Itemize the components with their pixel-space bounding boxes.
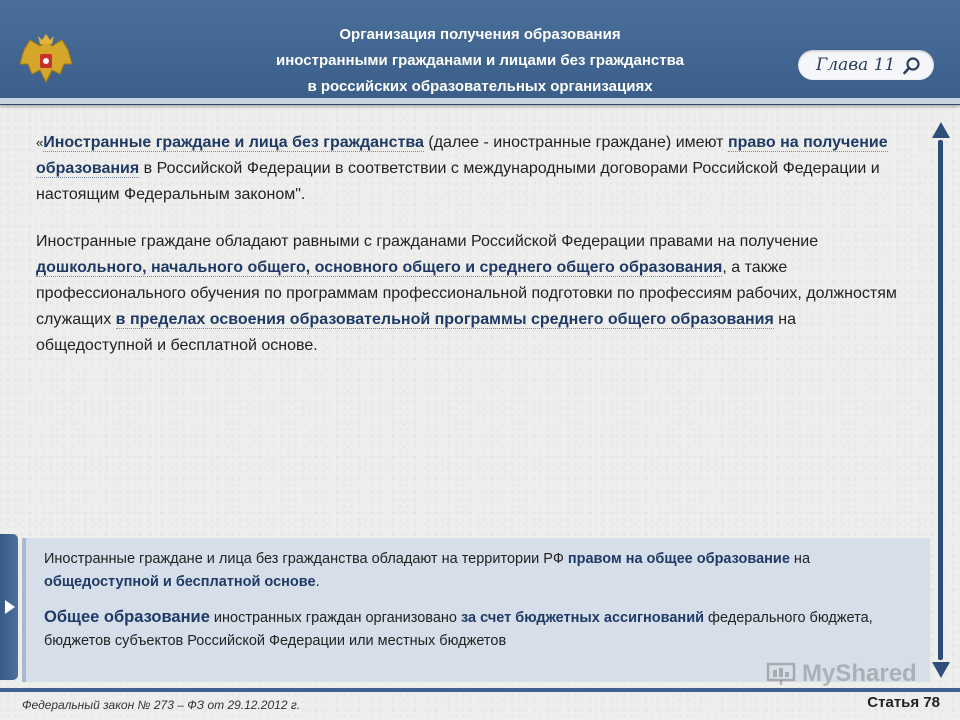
chapter-search-button[interactable] bbox=[798, 50, 934, 80]
main-text: , а также профессионального обучения по программам профессиональной подготовки по профессиям рабочих, должностям служащих bbox=[36, 259, 897, 328]
scroll-down-arrow-icon[interactable] bbox=[932, 662, 950, 678]
highlight-program-limits: в пределах освоения образовательной программы среднего общего образования bbox=[115, 310, 774, 328]
footer-divider bbox=[0, 688, 960, 692]
side-panel-toggle[interactable] bbox=[0, 534, 18, 680]
highlight-education-levels: дошкольного, начального общего, основного общего и среднего общего образования bbox=[36, 259, 723, 277]
highlight-right-to-education: право на получение образования bbox=[36, 134, 888, 177]
search-icon[interactable] bbox=[902, 56, 922, 76]
title-line-3: в российских образовательных организациях bbox=[307, 78, 653, 95]
scroll-track[interactable] bbox=[938, 140, 943, 660]
panel-paragraph-1 bbox=[44, 548, 884, 594]
main-content bbox=[36, 130, 906, 358]
panel-highlight-general-education: Общее образование bbox=[44, 608, 210, 626]
play-arrow-icon bbox=[5, 600, 15, 614]
main-paragraph-2 bbox=[36, 229, 906, 358]
presentation-board-icon bbox=[766, 662, 796, 686]
panel-paragraph-2 bbox=[44, 606, 884, 653]
footer-article-number: Статья 78 bbox=[867, 694, 940, 711]
panel-text: иностранных граждан организовано bbox=[209, 610, 462, 626]
title-line-1: Организация получения образования bbox=[339, 26, 621, 43]
scrollbar[interactable] bbox=[930, 122, 952, 682]
chapter-label: Глава 11 bbox=[816, 55, 896, 75]
quote-mark: « bbox=[36, 135, 44, 150]
panel-highlight-right: правом на общее образование bbox=[567, 551, 790, 567]
title-line-2: иностранными гражданами и лицами без гражданства bbox=[276, 52, 684, 69]
highlight-foreign-citizens: Иностранные граждане и лица без гражданства bbox=[43, 134, 424, 151]
panel-text: Иностранные граждане и лица без гражданства обладают на территории РФ bbox=[44, 551, 568, 567]
panel-highlight-free-basis: общедоступной и бесплатной основе bbox=[44, 574, 316, 590]
russian-coat-of-arms-icon bbox=[16, 30, 76, 90]
page-title bbox=[120, 22, 840, 100]
main-text: в Российской Федерации в соответствии с международными договорами Российской Федерации и настоящим Федеральным законом". bbox=[36, 159, 880, 203]
main-paragraph-1 bbox=[36, 130, 906, 207]
main-text: (далее - иностранные граждане) имеют bbox=[423, 134, 728, 151]
panel-text: федерального бюджета, бюджетов субъектов Российской Федерации или местных бюджетов bbox=[44, 610, 873, 649]
watermark-text: MyShared bbox=[802, 660, 917, 687]
scroll-up-arrow-icon[interactable] bbox=[932, 122, 950, 138]
summary-panel-text bbox=[44, 548, 884, 653]
panel-text: . bbox=[315, 574, 320, 590]
panel-highlight-budget: за счет бюджетных ассигнований bbox=[461, 610, 705, 626]
header-bar bbox=[0, 0, 960, 105]
panel-text: на bbox=[789, 551, 811, 567]
footer-law-reference: Федеральный закон № 273 – ФЗ от 29.12.2012 г. bbox=[22, 698, 301, 712]
main-text: на общедоступной и бесплатной основе. bbox=[36, 310, 797, 354]
main-text: Иностранные граждане обладают равными с гражданами Российской Федерации правами на получение bbox=[36, 233, 819, 251]
watermark bbox=[766, 660, 926, 690]
